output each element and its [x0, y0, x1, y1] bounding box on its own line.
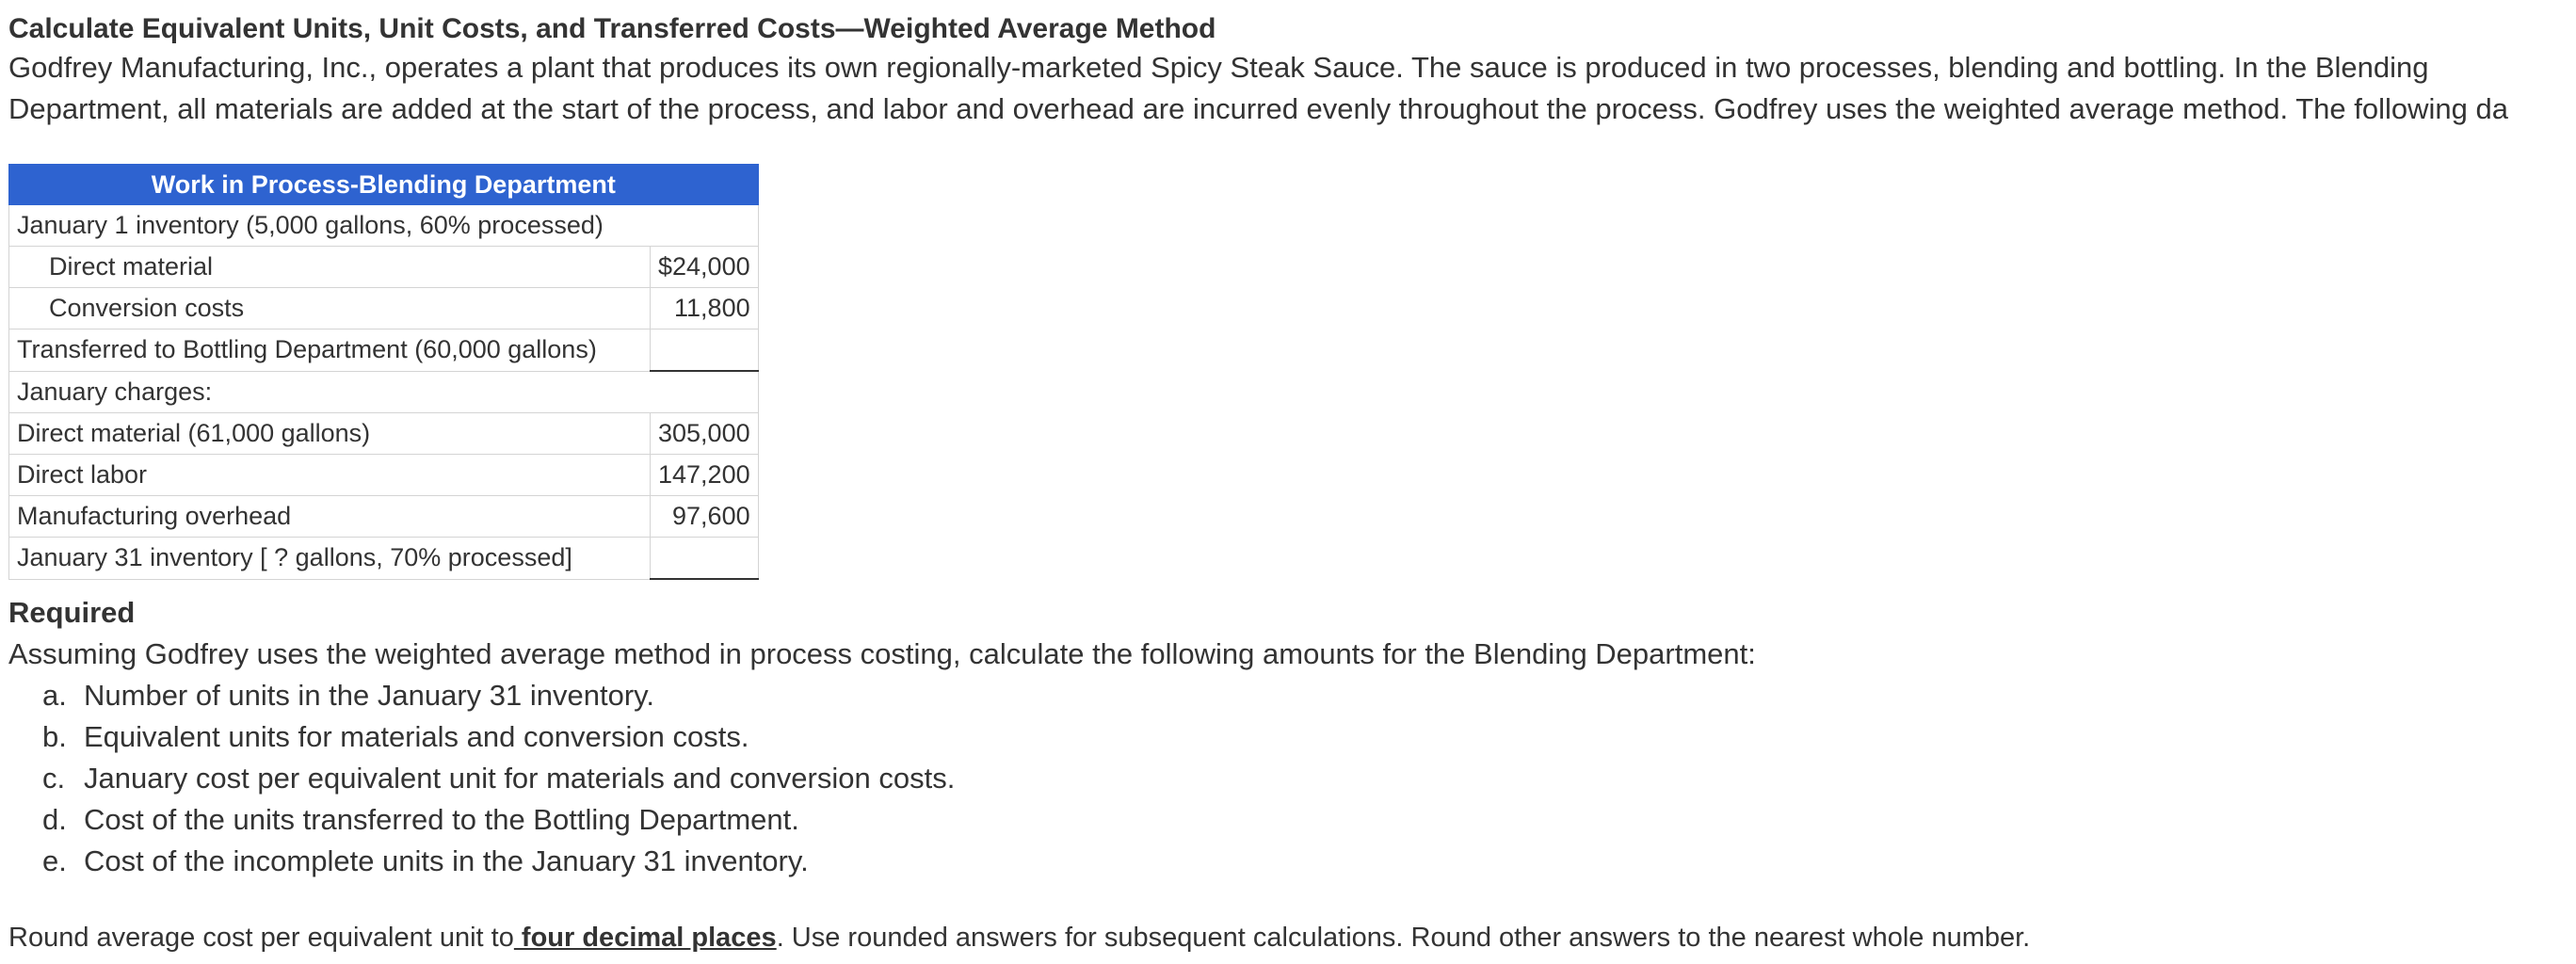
- problem-content: [8, 11, 2576, 130]
- table-row: [9, 371, 759, 413]
- required-intro: Assuming Godfrey uses the weighted average method in process costing, calculate the following amounts for the Blending Department:: [8, 637, 1756, 670]
- list-item: [42, 675, 1756, 716]
- problem-intro-line-2: Department, all materials are added at the start of the process, and labor and overhead are incurred evenly throughout the process. Godfrey uses the weighted average method. The following da: [8, 92, 2508, 125]
- table-row: [9, 413, 759, 455]
- required-list: [8, 675, 1756, 882]
- row-label: January charges:: [9, 371, 759, 413]
- item-letter: d.: [42, 803, 67, 836]
- item-letter: c.: [42, 762, 66, 795]
- list-item: [42, 716, 1756, 758]
- row-label: Direct labor: [9, 455, 651, 496]
- item-text: January cost per equivalent unit for materials and conversion costs.: [84, 762, 956, 795]
- table-row: [9, 455, 759, 496]
- item-text: Cost of the incomplete units in the January 31 inventory.: [84, 844, 809, 877]
- row-amount-blank: [651, 329, 759, 372]
- item-letter: e.: [42, 844, 67, 877]
- item-text: Equivalent units for materials and conversion costs.: [84, 720, 749, 753]
- table-row: [9, 496, 759, 538]
- row-label: January 1 inventory (5,000 gallons, 60% processed): [9, 205, 759, 247]
- table-header-row: [9, 165, 759, 205]
- list-item: [42, 841, 1756, 882]
- wip-blending-table: [8, 164, 759, 580]
- required-section: [8, 592, 1756, 882]
- rounding-prefix: Round average cost per equivalent unit to: [8, 923, 514, 953]
- list-item: [42, 799, 1756, 841]
- row-label: Direct material (61,000 gallons): [9, 413, 651, 455]
- rounding-emphasis: four decimal places: [513, 923, 777, 953]
- item-text: Cost of the units transferred to the Bottling Department.: [84, 803, 799, 836]
- row-amount: 147,200: [651, 455, 759, 496]
- problem-intro-line-1: Godfrey Manufacturing, Inc., operates a plant that produces its own regionally-marketed Spicy Steak Sauce. The sauce is produced in two processes, blending and bottling. In the Blending: [8, 51, 2429, 84]
- table-row: [9, 329, 759, 372]
- item-letter: b.: [42, 720, 67, 753]
- row-amount: 11,800: [651, 288, 759, 329]
- table-row: [9, 247, 759, 288]
- item-text: Number of units in the January 31 inventory.: [84, 679, 654, 712]
- row-amount: $24,000: [651, 247, 759, 288]
- row-label: Transferred to Bottling Department (60,000 gallons): [9, 329, 651, 372]
- row-label: Direct material: [9, 247, 651, 288]
- table-row: [9, 288, 759, 329]
- row-amount: 305,000: [651, 413, 759, 455]
- row-label: January 31 inventory [ ? gallons, 70% processed]: [9, 538, 651, 580]
- row-amount: 97,600: [651, 496, 759, 538]
- required-heading: Required: [8, 596, 136, 629]
- table-row: [9, 538, 759, 580]
- row-label: Manufacturing overhead: [9, 496, 651, 538]
- rounding-instructions: [8, 919, 2030, 956]
- problem-intro: [8, 47, 2576, 130]
- item-letter: a.: [42, 679, 67, 712]
- problem-title: Calculate Equivalent Units, Unit Costs, and Transferred Costs—Weighted Average Method: [8, 13, 1216, 44]
- list-item: [42, 758, 1756, 799]
- row-label: Conversion costs: [9, 288, 651, 329]
- row-amount-blank: [651, 538, 759, 580]
- table-header: Work in Process-Blending Department: [9, 165, 759, 205]
- rounding-suffix: . Use rounded answers for subsequent calculations. Round other answers to the nearest whole number.: [776, 923, 2031, 953]
- table-row: [9, 205, 759, 247]
